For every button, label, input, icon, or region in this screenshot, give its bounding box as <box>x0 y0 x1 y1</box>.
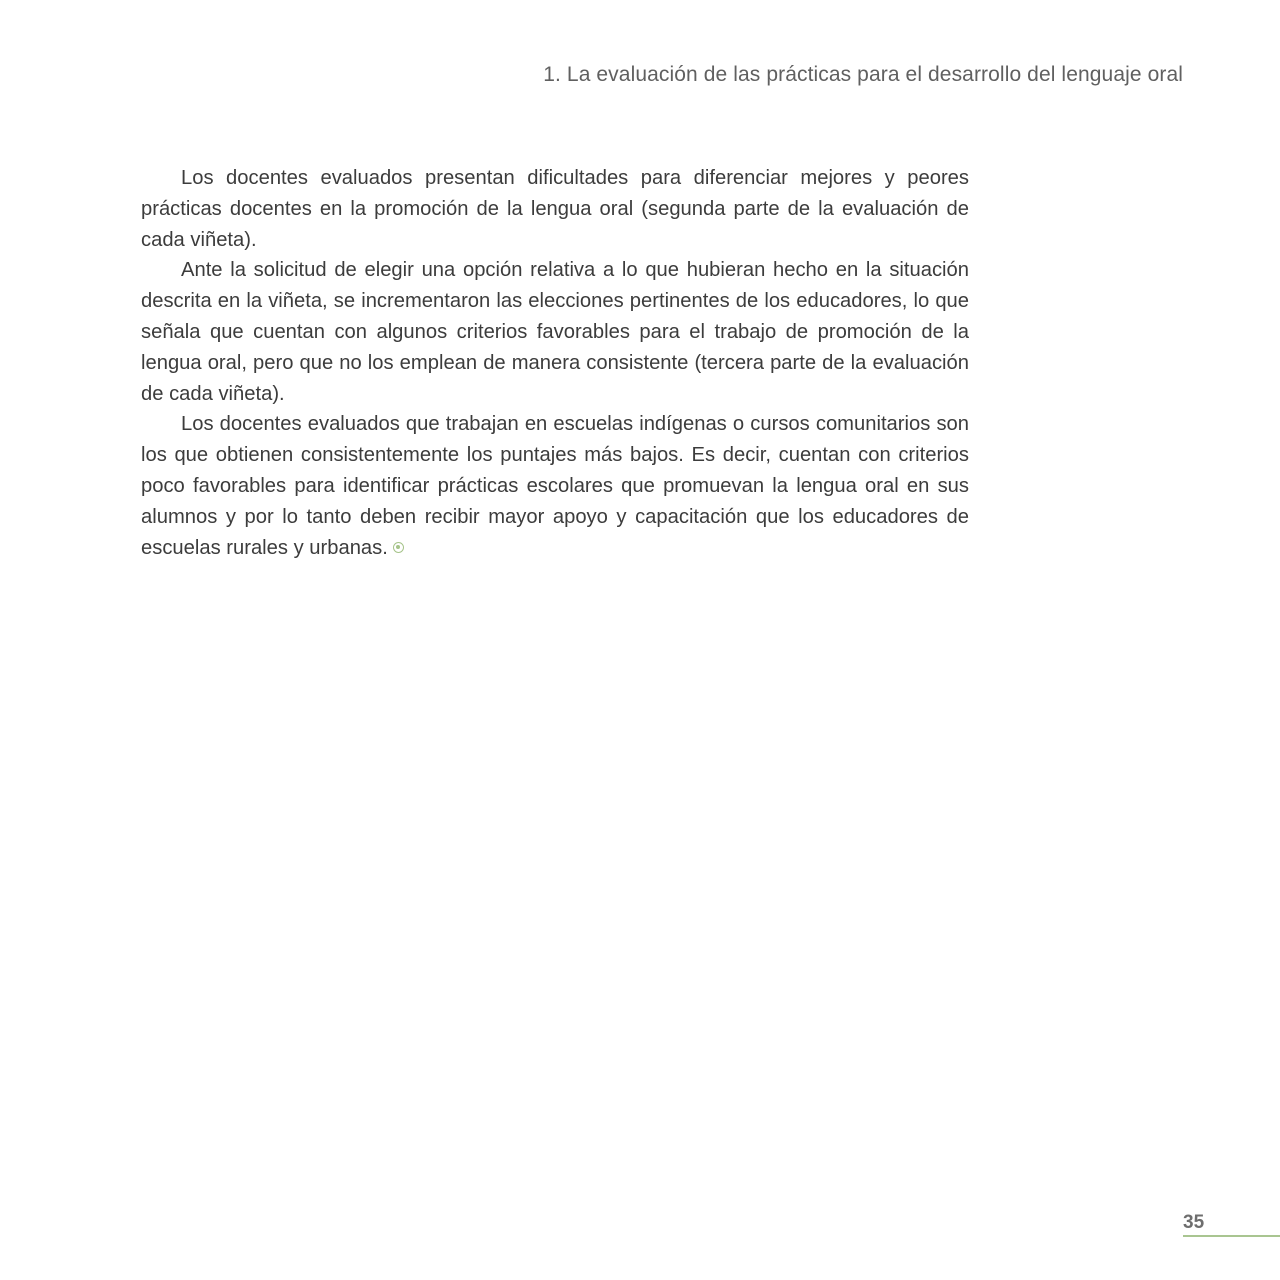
circled-dot-icon <box>393 542 404 553</box>
paragraph-3-text: Los docentes evaluados que trabajan en escuelas indígenas o cursos comunitarios son los que obtienen consistentemente los puntajes más bajos. Es decir, cuentan con criterios poco favorables para identificar prácticas escolares que promuevan la lengua oral en sus alumnos y por lo tanto deben recibir mayor apoyo y capacitación que los educadores de escuelas rurales y urbanas. <box>141 413 969 559</box>
body-text <box>141 163 969 563</box>
paragraph-3 <box>141 409 969 563</box>
running-header: 1. La evaluación de las prácticas para el desarrollo del lenguaje oral <box>543 63 1183 86</box>
page-number: 35 <box>1183 1212 1205 1233</box>
footer-rule <box>1183 1235 1280 1237</box>
paragraph-2: Ante la solicitud de elegir una opción relativa a lo que hubieran hecho en la situación descrita en la viñeta, se incrementaron las elecciones pertinentes de los educadores, lo que señala que cuentan con algunos criterios favorables para el trabajo de promoción de la lengua oral, pero que no los emplean de manera consistente (tercera parte de la evaluación de cada viñeta). <box>141 259 969 405</box>
paragraph-1: Los docentes evaluados presentan dificultades para diferenciar mejores y peores prácticas docentes en la promoción de la lengua oral (segunda parte de la evaluación de cada viñeta). <box>141 167 969 251</box>
